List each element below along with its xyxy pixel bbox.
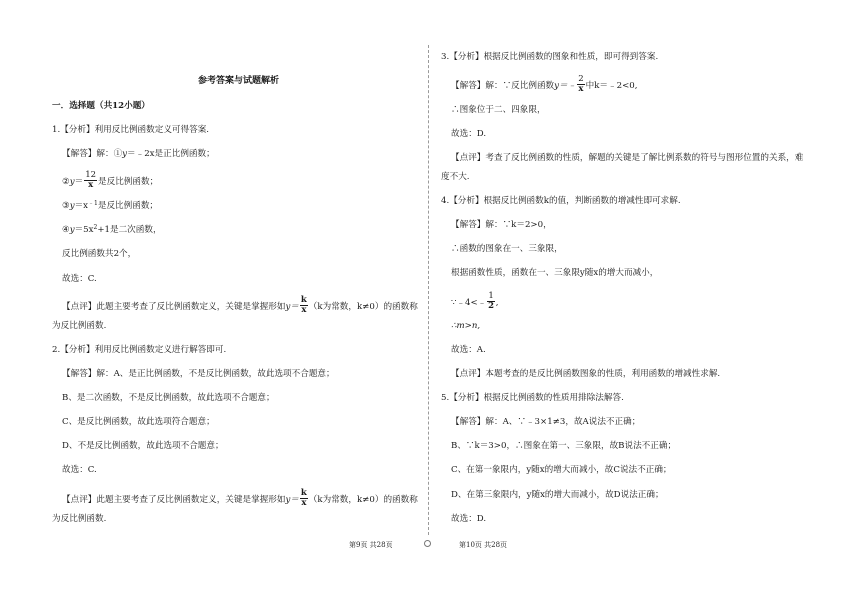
q1-comment-mid: （k为常数，k≠0）的函数称 (308, 302, 418, 312)
q1-l2-prefix: ② (62, 177, 70, 187)
column-divider (428, 45, 429, 535)
binding-hole-mark (424, 540, 431, 547)
q1-l3-eq: ＝x (74, 201, 89, 211)
q3-analysis: 3.【分析】根据反比例函数的图象和性质，即可得到答案. (441, 52, 659, 62)
q1-comment-fraction (300, 296, 308, 315)
q1-l4-y: y (69, 225, 75, 235)
q1-frac-num: 12 (85, 170, 97, 180)
left-page-footer: 第9页 共28页 (349, 541, 393, 549)
q3-answer-prefix: 【解答】解：∵反比例函数 (451, 81, 555, 91)
q1-answer-line2 (62, 172, 158, 191)
q1-y: y (122, 149, 128, 159)
q1-answer-prefix: 【解答】解：① (62, 149, 123, 159)
q1-l2-tail: 是反比例函数； (98, 177, 159, 187)
q4-fraction (487, 292, 494, 311)
q1-l3-y: y (69, 201, 75, 211)
q1-l4-prefix: ④ (62, 225, 70, 235)
q3-line2: ∴图象位于二、四象限， (451, 105, 546, 115)
q1-fraction (84, 171, 97, 190)
q1-l2-y: y (69, 177, 75, 187)
q5-answer-c: C、在第一象限内，y随x的增大而减小，故C说法不正确； (451, 465, 672, 475)
q3-frac-den: x (578, 84, 584, 94)
q1-comment-eq: y＝ (285, 302, 299, 312)
q4-frac-num: 1 (488, 291, 494, 301)
q1-l2-eq: ＝ (74, 177, 84, 187)
q5-choice: 故选：D. (451, 514, 487, 524)
q5-analysis: 5.【分析】根据反比例函数的性质用排除法解答. (441, 393, 624, 403)
q3-answer (451, 76, 637, 95)
q3-answer-eq: y＝﹣ (554, 81, 577, 91)
q3-comment-end: 度不大. (441, 172, 470, 182)
q4-line4 (451, 293, 498, 312)
q4-frac-den: 2 (488, 301, 494, 311)
q3-choice: 故选：D. (451, 129, 487, 139)
q3-fraction (577, 75, 584, 94)
q5-answer-b: B、∵k＝3>0，∴图象在第一、三象限，故B说法不正确； (451, 441, 677, 451)
section-heading: 一．选择题（共12小题） (52, 101, 150, 111)
q1-comment-frac-den: x (301, 305, 307, 315)
q4-comment: 【点评】本题考查的是反比例函数图象的性质，利用函数的增减性求解. (451, 369, 721, 379)
q4-analysis: 4.【分析】根据反比例函数k的值，判断函数的增减性即可求解. (441, 196, 681, 206)
q1-count: 反比例函数共2个， (62, 249, 137, 259)
q2-comment (62, 490, 418, 509)
q1-l3-tail: 是反比例函数； (97, 201, 159, 211)
q3-answer-tail: 中k＝﹣2<0, (585, 81, 638, 91)
q2-comment-mid: （k为常数，k≠0）的函数称 (308, 495, 418, 505)
q4-line5: ∴m>n, (451, 321, 481, 331)
q3-frac-num: 2 (578, 74, 584, 84)
q1-comment-frac-num: k (300, 295, 307, 305)
q1-comment (62, 297, 418, 316)
q4-l4-prefix: ∵﹣4<﹣ (451, 298, 487, 308)
q2-comment-prefix: 【点评】此题主要考查了反比例函数定义，关键是掌握形如 (62, 495, 286, 505)
q5-answer-a: 【解答】解：A、∵﹣3×1≠3，故A说法不正确； (451, 417, 641, 427)
q5-answer-d: D、在第三象限内，y随x的增大而减小，故D说法正确； (451, 490, 664, 500)
q2-comment-frac-num: k (300, 488, 307, 498)
q1-choice: 故选：C. (62, 274, 97, 284)
q1-frac-den: x (88, 180, 94, 190)
q2-answer-d: D、不是反比例函数，故此选项不合题意； (62, 441, 224, 451)
q1-l4-tail: +1是二次函数， (97, 225, 162, 235)
q1-comment-end: 为反比例函数. (52, 321, 107, 331)
q2-answer-a: 【解答】解：A、是正比例函数，不是反比例函数，故此选项不合题意； (62, 369, 335, 379)
q2-analysis: 2.【分析】利用反比例函数定义进行解答即可. (52, 345, 227, 355)
q1-answer-tail: 是正比例函数； (154, 149, 215, 159)
q2-comment-eq: y＝ (285, 495, 299, 505)
q1-l4-eq: ＝5x (74, 225, 94, 235)
q1-answer-line4 (62, 225, 162, 236)
q4-line3: 根据函数性质，函数在一、三象限y随x的增大而减小， (451, 268, 659, 278)
q1-analysis: 1.【分析】利用反比例函数定义可得答案. (52, 125, 210, 135)
q4-choice: 故选：A. (451, 345, 486, 355)
q4-line2: ∴函数的图象在一、三象限， (451, 244, 563, 254)
q2-answer-c: C、是反比例函数，故此选项符合题意； (62, 417, 215, 427)
q1-l3-prefix: ③ (62, 201, 70, 211)
q2-comment-end: 为反比例函数. (52, 514, 107, 524)
q1-l4-exponent: 2 (93, 224, 98, 231)
q1-l3-exponent: ﹣1 (88, 200, 98, 207)
q1-eq1: ＝﹣2x (127, 149, 155, 159)
q2-comment-fraction (300, 489, 308, 508)
q1-answer-line3 (62, 201, 158, 212)
page-title: 参考答案与试题解析 (198, 76, 280, 86)
q2-choice: 故选：C. (62, 465, 97, 475)
q1-answer-line1 (62, 149, 215, 160)
q1-comment-prefix: 【点评】此题主要考查了反比例函数定义，关键是掌握形如 (62, 302, 286, 312)
q4-answer: 【解答】解：∵k＝2>0， (451, 220, 552, 230)
right-page-footer: 第10页 共28页 (459, 541, 508, 549)
q4-l4-tail: , (495, 298, 499, 308)
q2-comment-frac-den: x (301, 498, 307, 508)
q2-answer-b: B、是二次函数，不是反比例函数，故此选项不合题意； (62, 393, 275, 403)
q3-comment: 【点评】考查了反比例函数的性质，解题的关键是了解比例系数的符号与图形位置的关系，难 (451, 153, 804, 163)
